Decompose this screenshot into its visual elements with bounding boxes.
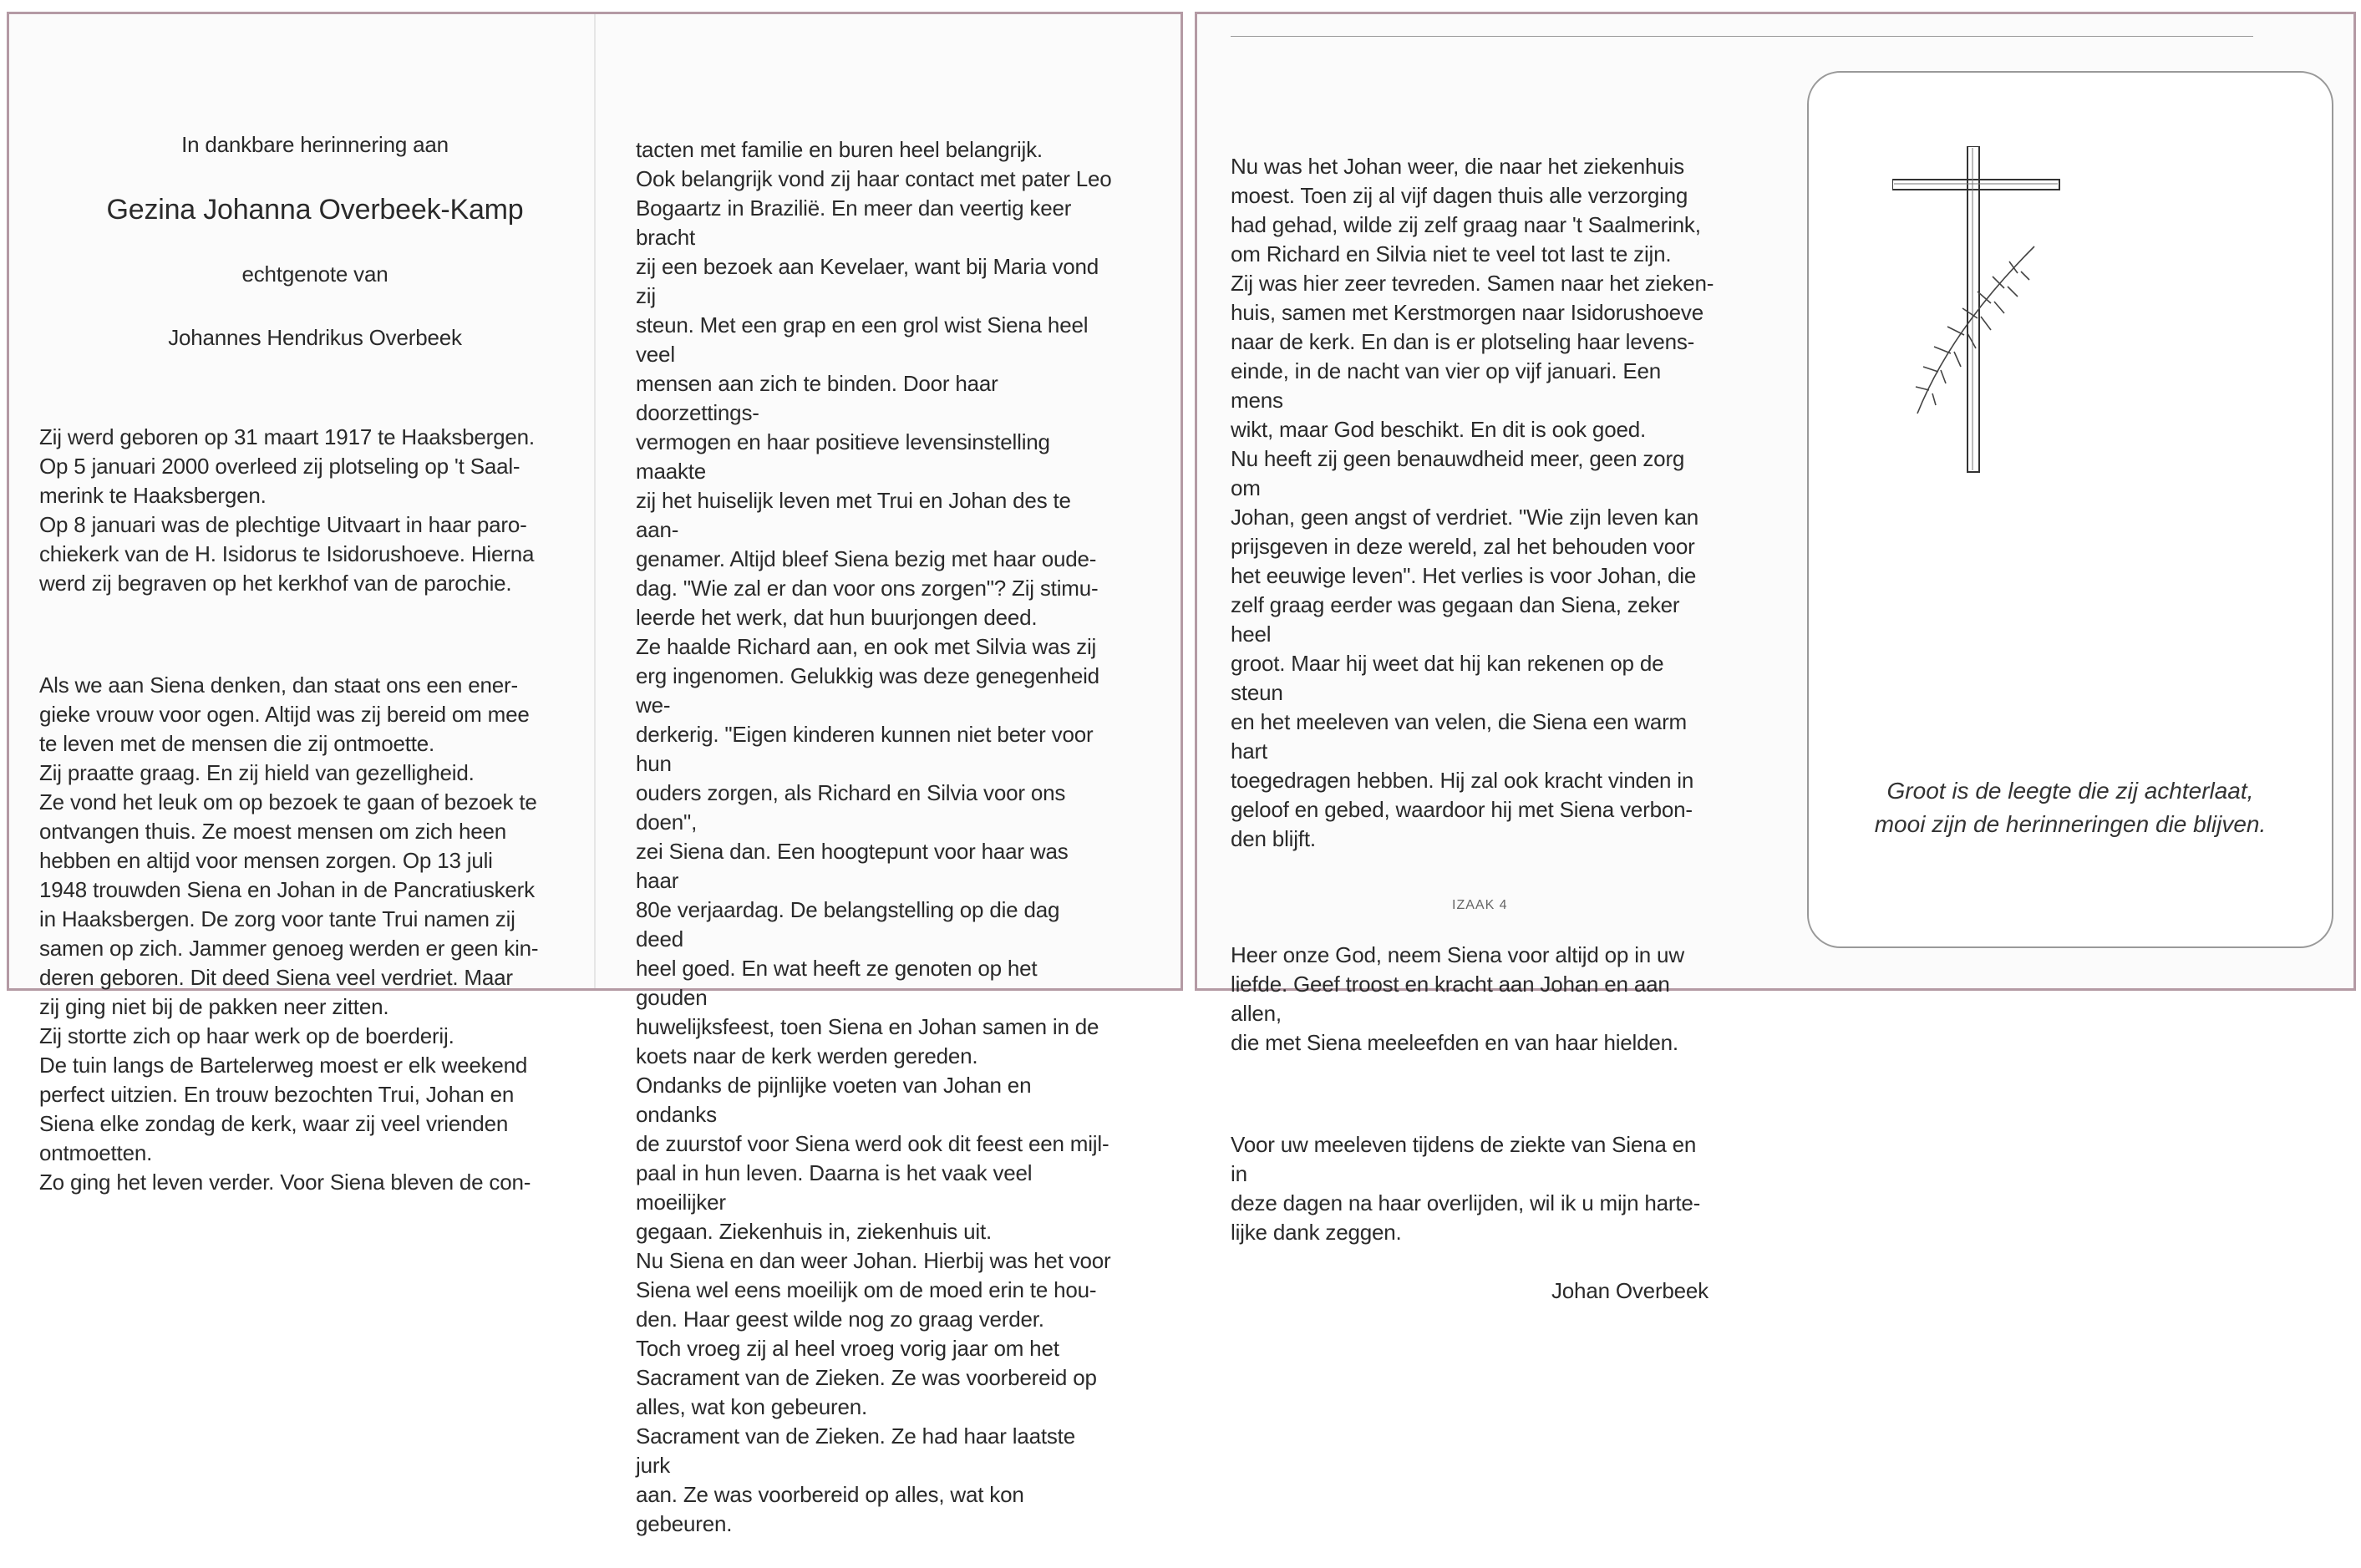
thanks-paragraph: Voor uw meeleven tijdens de ziekte van Siena en in deze dagen na haar overlijden, wil ik u mijn harte- lijke dank zeggen. — [1231, 1132, 1701, 1245]
left-column — [39, 101, 591, 1226]
closing-paragraph: Nu was het Johan weer, die naar het ziekenhuis moest. Toen zij al vijf dagen thuis alle verzorging had gehad, wilde zij zelf graag naar 't Saalmerink, om Richard en Silvia niet te veel tot last te zijn. Zij was hier zeer tevreden. Samen naar het zieken- huis, samen met Kerstmorgen naar Isidorushoeve naar de kerk. En dan is er plotseling haar levens- einde, in de nacht van vier op vijf januari. Een mens wikt, maar God beschikt. En dit is ook goed. Nu heeft zij geen benauwdheid meer, geen zorg om Johan, geen angst of verdriet. "Wie zijn leven kan prijsgeven in deze wereld, zal het behouden voor het eeuwige leven". Het verlies is voor Johan, die zelf graag eerder was gegaan dan Siena, zeker heel groot. Maar hij weet dat hij kan rekenen op de steun en het meeleven van velen, die Siena een warm hart toegedragen hebben. Hij zal ook kracht vinden in geloof en gebed, waardoor hij met Siena verbon- den blijft. — [1231, 154, 1714, 851]
deceased-name: Gezina Johanna Overbeek-Kamp — [106, 194, 524, 226]
right-text-column — [1231, 123, 1715, 1335]
spouse-label: echtgenote van — [241, 261, 388, 287]
signature: Johan Overbeek — [1551, 1278, 1709, 1303]
printer-mark: IZAAK 4 — [1452, 898, 1508, 912]
quote-line-1: Groot is de leegte die zij achterlaat, — [1886, 778, 2254, 804]
right-card — [1195, 12, 2356, 1303]
prayer-paragraph: Heer onze God, neem Siena voor altijd op in uw liefde. Geef troost en kracht aan Johan en aan allen, die met Siena meeleefden en van haar hielden. — [1231, 942, 1684, 1055]
fold-line — [594, 14, 596, 988]
memorial-quote — [1825, 774, 2315, 841]
cross-with-palm-icon — [1892, 146, 2076, 480]
biography-paragraph-1: Zij werd geboren op 31 maart 1917 te Haaksbergen. Op 5 januari 2000 overleed zij plotseling op 't Saal- merink te Haaksbergen. Op 8 januari was de plechtige Uitvaart in haar paro- chiekerk van de H. Isidorus te Isidorushoeve. Hierna werd zij begraven op het kerkhof van de parochie. — [39, 424, 535, 596]
biography-paragraph-2: Als we aan Siena denken, dan staat ons een ener- gieke vrouw voor ogen. Altijd was zij bereid om mee te leven met de mensen die zij ontmoette. Zij praatte graag. En zij hield van gezelligheid. Ze vond het leuk om op bezoek te gaan of bezoek te ontvangen thuis. Ze moest mensen om zich heen hebben en altijd voor mensen zorgen. Op 13 juli 1948 trouwden Siena en Johan in de Pancratiuskerk in Haaksbergen. De zorg voor tante Trui namen zij samen op zich. Jammer genoeg werden er geen kin- deren geboren. Dit deed Siena veel verdriet. Maar zij ging niet bij de pakken neer zitten. Zij stortte zich op haar werk op de boerderij. De tuin langs de Bartelerweg moest er elk weekend perfect uitzien. En trouw bezochten Trui, Johan en Siena elke zondag de kerk, waar zij veel vrienden ontmoetten. Zo ging het leven verder. Voor Siena bleven de con- — [39, 672, 539, 1195]
quote-line-2: mooi zijn de herinneringen die blijven. — [1874, 811, 2267, 837]
intro-line: In dankbare herinnering aan — [181, 132, 449, 157]
left-card — [7, 12, 1183, 1536]
middle-column — [636, 106, 1112, 1568]
image-panel — [1807, 71, 2333, 948]
biography-continuation: tacten met familie en buren heel belangrijk. Ook belangrijk vond zij haar contact met pater Leo Bogaartz in Brazilië. En meer dan veertig keer bracht zij een bezoek aan Kevelaer, want bij Maria vond zij steun. Met een grap en een grol wist Siena heel veel mensen aan zich te binden. Door haar doorzettings- vermogen en haar positieve levensinstelling maakte zij het huiselijk leven met Trui en Johan des te aan- genamer. Altijd bleef Siena bezig met haar oude- dag. "Wie zal er dan voor ons zorgen"? Zij stimu- leerde het werk, dat hun buurjongen deed. Ze haalde Richard aan, en ook met Silvia was zij erg ingenomen. Gelukkig was deze genegenheid we- derkerig. "Eigen kinderen kunnen niet beter voor hun ouders zorgen, als Richard en Silvia voor ons doen", zei Siena dan. Een hoogtepunt voor haar was haar 80e verjaardag. De belangstelling op die dag deed heel goed. En wat heeft ze genoten op het gouden huwelijksfeest, toen Siena en Johan samen in de koets naar de kerk werden gereden. Ondanks de pijnlijke voeten van Johan en ondanks de zuurstof voor Siena werd ook dit feest een mijl- paal in hun leven. Daarna is het vaak veel moeilijker gegaan. Ziekenhuis in, ziekenhuis uit. Nu Siena en dan weer Johan. Hierbij was het voor Siena wel eens moeilijk om de moed erin te hou- den. Haar geest wilde nog zo graag verder. Toch vroeg zij al heel vroeg vorig jaar om het Sacrament van de Zieken. Ze was voorbereid op alles, wat kon gebeuren. Sacrament van de Zieken. Ze had haar laatste jurk aan. Ze was voorbereid op alles, wat kon gebeuren. — [636, 137, 1112, 1536]
top-rule — [1231, 36, 2253, 37]
spouse-name: Johannes Hendrikus Overbeek — [168, 325, 462, 350]
